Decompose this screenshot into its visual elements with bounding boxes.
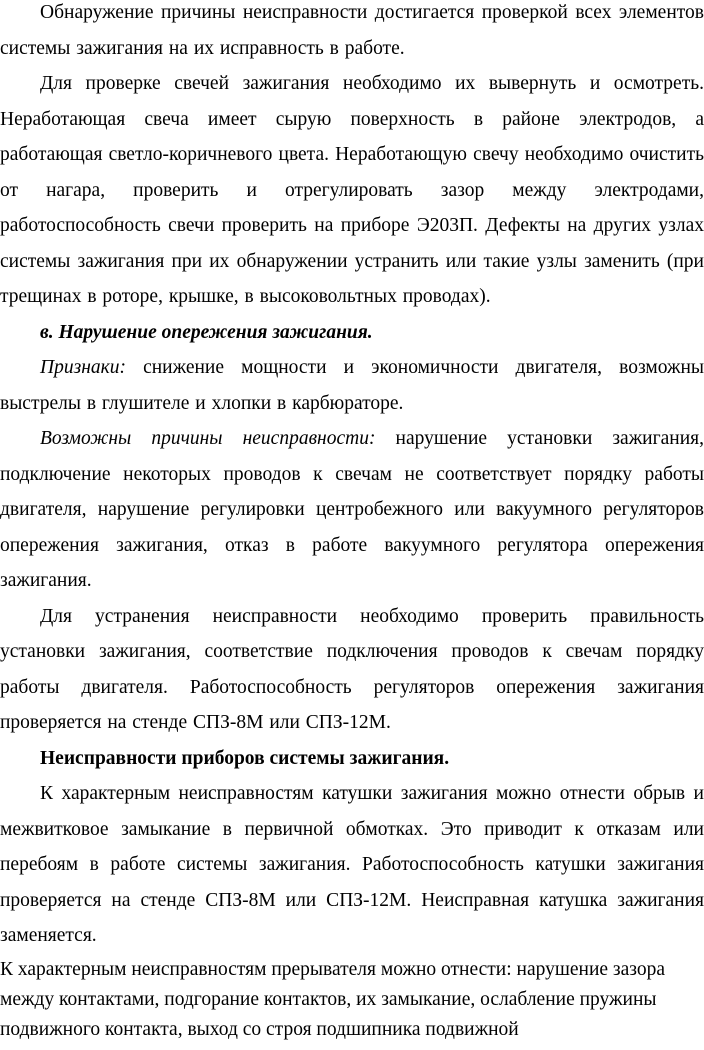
heading-ignition-timing: в. Нарушение опережения зажигания. <box>40 321 373 343</box>
causes-label: Возможны причины неисправности: <box>40 428 376 449</box>
heading-device-faults: Неисправности приборов системы зажигания. <box>40 747 450 769</box>
signs-label: Признаки: <box>40 357 126 378</box>
paragraph-spark-plugs: Для проверке свечей зажигания необходимо их вывернуть и осмотреть. Неработающая свеча имеет сырую поверхность в районе электродов, а работающая светло-коричневого цвета. Неработающую свечу необходимо очистить от нагара, проверить и отрегулировать зазор между электродами, работоспособность свечи проверить на приборе Э203П. Дефекты на других узлах системы зажигания при их обнаружении устранить или такие узлы заменить (при трещинах в роторе, крышке, в высоковольтных проводах). <box>0 73 704 307</box>
paragraph-causes <box>0 421 704 599</box>
paragraph-ignition-coil: К характерным неисправностям катушки зажигания можно отнести обрыв и межвитковое замыкание в первичной обмотках. Это приводит к отказам или перебоям в работе системы зажигания. Работоспособность катушки зажигания проверяется на стенде СПЗ-8М или СПЗ-12М. Неисправная катушка зажигания заменяется. <box>0 783 704 946</box>
paragraph-diagnosis: Обнаружение причины неисправности достигается проверкой всех элементов системы зажигания на их исправность в работе. <box>0 2 704 59</box>
paragraph-fix: Для устранения неисправности необходимо проверить правильность установки зажигания, соответствие подключения проводов к свечам порядку работы двигателя. Работоспособность регуляторов опережения зажигания проверяется на стенде СПЗ-8М или СПЗ-12М. <box>0 605 704 733</box>
causes-text: нарушение установки зажигания, подключение некоторых проводов к свечам не соответствует порядку работы двигателя, нарушение регулировки центробежного или вакуумного регуляторов опережения зажигания, отказ в работе вакуумного регулятора опережения зажигания. <box>0 428 704 591</box>
paragraph-breaker: К характерным неисправностям прерывателя можно отнести: нарушение зазора между контактами, подгорание контактов, их замыкание, ослабление пружины подвижного контакта, выход со строя подшипника подвижной <box>0 958 666 1040</box>
paragraph-signs <box>0 350 704 421</box>
signs-text: снижение мощности и экономичности двигателя, возможны выстрелы в глушителе и хлопки в карбюраторе. <box>0 357 704 414</box>
